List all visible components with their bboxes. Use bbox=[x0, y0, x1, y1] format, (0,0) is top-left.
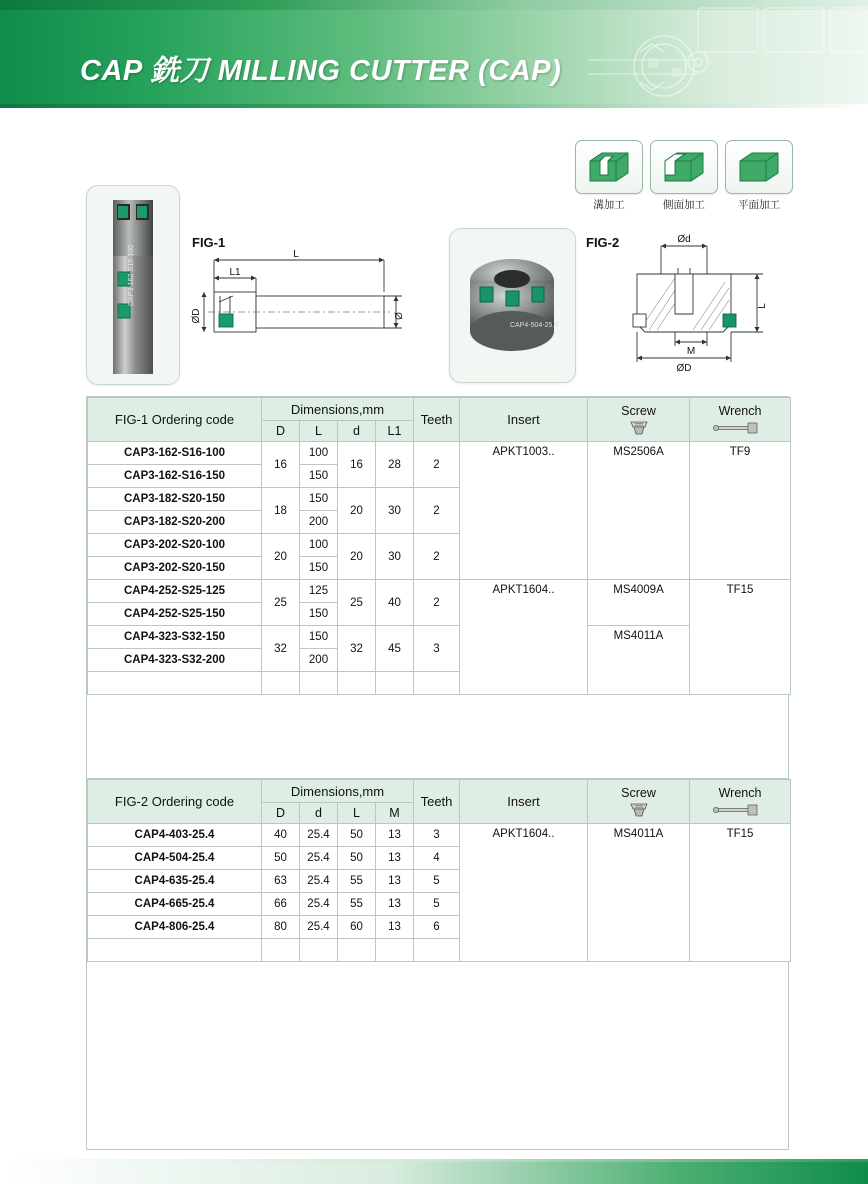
t1-header-teeth: Teeth bbox=[414, 398, 460, 442]
svg-text:M: M bbox=[686, 346, 696, 357]
t1-subheader-L1: L1 bbox=[376, 421, 414, 442]
t1-r2-D: 18 bbox=[262, 488, 300, 534]
t2-screw-group: MS4011A bbox=[588, 824, 690, 962]
wrench-icon bbox=[710, 420, 770, 436]
t2-blank-L bbox=[338, 939, 376, 962]
fig2-label: FIG-2 bbox=[586, 235, 620, 250]
t1-r4-D: 20 bbox=[262, 534, 300, 580]
t2-r2-d: 25.4 bbox=[300, 870, 338, 893]
footer-bar bbox=[0, 1162, 868, 1184]
t2-header-wrench bbox=[690, 780, 791, 824]
t1-insert-group-1: APKT1003.. bbox=[460, 442, 588, 580]
t1-r0-L1: 28 bbox=[376, 442, 414, 488]
fig1-technical-drawing bbox=[190, 248, 430, 360]
t1-r6-D: 25 bbox=[262, 580, 300, 626]
t2-r2-M: 13 bbox=[376, 870, 414, 893]
side-machining-icon bbox=[650, 140, 718, 194]
t2-blank-D bbox=[262, 939, 300, 962]
t1-header-wrench-label: Wrench bbox=[718, 403, 762, 418]
t1-blank-L bbox=[300, 672, 338, 695]
t1-subheader-d: d bbox=[338, 421, 376, 442]
t2-blank-teeth bbox=[414, 939, 460, 962]
t1-r3-L: 200 bbox=[300, 511, 338, 534]
t2-r3-teeth: 5 bbox=[414, 893, 460, 916]
fig2-product-photo bbox=[449, 228, 576, 383]
t2-r3-L: 55 bbox=[338, 893, 376, 916]
t2-r1-D: 50 bbox=[262, 847, 300, 870]
icon-caption-slot: 溝加工 bbox=[593, 199, 625, 211]
t1-r4-d: 20 bbox=[338, 534, 376, 580]
t1-header-screw bbox=[588, 398, 690, 442]
t2-r4-L: 60 bbox=[338, 916, 376, 939]
t2-r1-code: CAP4-504-25.4 bbox=[88, 847, 262, 870]
svg-text:L: L bbox=[293, 249, 299, 260]
t2-subheader-d: d bbox=[300, 803, 338, 824]
t1-r9-code: CAP4-323-S32-200 bbox=[88, 649, 262, 672]
header-bottom-line bbox=[0, 104, 868, 108]
svg-text:L: L bbox=[757, 303, 768, 309]
t1-r6-teeth: 2 bbox=[414, 580, 460, 626]
t2-r0-d: 25.4 bbox=[300, 824, 338, 847]
t1-insert-group-2: APKT1604.. bbox=[460, 580, 588, 695]
t2-r4-d: 25.4 bbox=[300, 916, 338, 939]
t2-header-screw-label: Screw bbox=[621, 785, 656, 800]
t1-blank-code bbox=[88, 672, 262, 695]
t2-r4-D: 80 bbox=[262, 916, 300, 939]
t2-r0-L: 50 bbox=[338, 824, 376, 847]
icon-caption-side: 側面加工 bbox=[663, 199, 705, 211]
t1-r7-code: CAP4-252-S25-150 bbox=[88, 603, 262, 626]
t2-subheader-D: D bbox=[262, 803, 300, 824]
t1-header-code: FIG-1 Ordering code bbox=[88, 398, 262, 442]
svg-text:Ød: Ød bbox=[677, 234, 691, 245]
t1-r6-d: 25 bbox=[338, 580, 376, 626]
t1-r7-L: 150 bbox=[300, 603, 338, 626]
t1-r0-teeth: 2 bbox=[414, 442, 460, 488]
fig1-label: FIG-1 bbox=[192, 235, 226, 250]
t1-subheader-D: D bbox=[262, 421, 300, 442]
table-row[interactable] bbox=[88, 824, 791, 847]
table-row[interactable] bbox=[88, 442, 791, 465]
icon-caption-face: 平面加工 bbox=[738, 199, 780, 211]
t1-r6-L: 125 bbox=[300, 580, 338, 603]
t1-r8-D: 32 bbox=[262, 626, 300, 672]
t1-blank-teeth bbox=[414, 672, 460, 695]
t2-r1-d: 25.4 bbox=[300, 847, 338, 870]
t1-r3-code: CAP3-182-S20-200 bbox=[88, 511, 262, 534]
t2-r0-teeth: 3 bbox=[414, 824, 460, 847]
t2-r3-D: 66 bbox=[262, 893, 300, 916]
t2-blank-code bbox=[88, 939, 262, 962]
t2-header-dimensions: Dimensions,mm bbox=[262, 780, 414, 803]
t1-r2-L1: 30 bbox=[376, 488, 414, 534]
t2-r0-D: 40 bbox=[262, 824, 300, 847]
fig1-product-photo bbox=[86, 185, 180, 385]
t2-header-insert: Insert bbox=[460, 780, 588, 824]
t1-screw-group-2: MS4009A bbox=[588, 580, 690, 626]
t1-header-insert: Insert bbox=[460, 398, 588, 442]
t2-r3-M: 13 bbox=[376, 893, 414, 916]
t1-r5-L: 150 bbox=[300, 557, 338, 580]
screw-icon bbox=[619, 802, 659, 818]
table-row[interactable] bbox=[88, 626, 791, 649]
t1-r8-L: 150 bbox=[300, 626, 338, 649]
t2-r2-D: 63 bbox=[262, 870, 300, 893]
t1-r8-L1: 45 bbox=[376, 626, 414, 672]
t1-blank-d bbox=[338, 672, 376, 695]
t2-wrench-group: TF15 bbox=[690, 824, 791, 962]
t1-r2-teeth: 2 bbox=[414, 488, 460, 534]
t2-r0-code: CAP4-403-25.4 bbox=[88, 824, 262, 847]
t2-r1-M: 13 bbox=[376, 847, 414, 870]
t2-r1-L: 50 bbox=[338, 847, 376, 870]
t2-subheader-L: L bbox=[338, 803, 376, 824]
machining-type-icons bbox=[575, 140, 793, 212]
icon-card-slot bbox=[575, 140, 643, 212]
t2-r4-code: CAP4-806-25.4 bbox=[88, 916, 262, 939]
t2-r2-L: 55 bbox=[338, 870, 376, 893]
t1-subheader-L: L bbox=[300, 421, 338, 442]
t2-subheader-M: M bbox=[376, 803, 414, 824]
svg-text:L1: L1 bbox=[229, 267, 241, 278]
t2-r0-M: 13 bbox=[376, 824, 414, 847]
t1-r4-code: CAP3-202-S20-100 bbox=[88, 534, 262, 557]
icon-card-side bbox=[650, 140, 718, 212]
t1-r6-code: CAP4-252-S25-125 bbox=[88, 580, 262, 603]
t2-blank-M bbox=[376, 939, 414, 962]
t2-r3-d: 25.4 bbox=[300, 893, 338, 916]
t1-r4-teeth: 2 bbox=[414, 534, 460, 580]
t1-r8-teeth: 3 bbox=[414, 626, 460, 672]
t2-header-screw bbox=[588, 780, 690, 824]
icon-card-face bbox=[725, 140, 793, 212]
t1-r8-d: 32 bbox=[338, 626, 376, 672]
t1-header-dimensions: Dimensions,mm bbox=[262, 398, 414, 421]
t1-r4-L: 100 bbox=[300, 534, 338, 557]
t1-r2-d: 20 bbox=[338, 488, 376, 534]
fig1-ordering-table bbox=[87, 397, 791, 695]
t2-insert-group: APKT1604.. bbox=[460, 824, 588, 962]
t1-r0-d: 16 bbox=[338, 442, 376, 488]
t2-r2-code: CAP4-635-25.4 bbox=[88, 870, 262, 893]
t1-r1-code: CAP3-162-S16-150 bbox=[88, 465, 262, 488]
t2-r2-teeth: 5 bbox=[414, 870, 460, 893]
t2-header-teeth: Teeth bbox=[414, 780, 460, 824]
fig1-ordering-table-wrapper bbox=[86, 396, 789, 782]
svg-text:Ø: Ø bbox=[394, 312, 405, 320]
svg-text:CAP3-162-S16-100: CAP3-162-S16-100 bbox=[128, 244, 135, 306]
t2-r1-teeth: 4 bbox=[414, 847, 460, 870]
t1-screw-group-3: MS4011A bbox=[588, 626, 690, 695]
t1-r0-code: CAP3-162-S16-100 bbox=[88, 442, 262, 465]
t1-wrench-group-2: TF15 bbox=[690, 580, 791, 695]
slot-machining-icon bbox=[575, 140, 643, 194]
header-decorative-artwork bbox=[578, 0, 868, 108]
svg-text:CAP4-504-25.4: CAP4-504-25.4 bbox=[510, 322, 559, 329]
table-row[interactable] bbox=[88, 580, 791, 603]
t1-screw-group-1: MS2506A bbox=[588, 442, 690, 580]
t1-header-wrench bbox=[690, 398, 791, 442]
t1-r5-code: CAP3-202-S20-150 bbox=[88, 557, 262, 580]
t1-r9-L: 200 bbox=[300, 649, 338, 672]
t2-blank-d bbox=[300, 939, 338, 962]
t1-r2-L: 150 bbox=[300, 488, 338, 511]
page-header bbox=[0, 0, 868, 108]
wrench-icon bbox=[710, 802, 770, 818]
svg-text:ØD: ØD bbox=[191, 308, 202, 324]
t1-r2-code: CAP3-182-S20-150 bbox=[88, 488, 262, 511]
page-title: CAP 銑刀 MILLING CUTTER (CAP) bbox=[80, 55, 562, 87]
t2-r4-teeth: 6 bbox=[414, 916, 460, 939]
t1-r0-L: 100 bbox=[300, 442, 338, 465]
screw-icon bbox=[619, 420, 659, 436]
t2-header-code: FIG-2 Ordering code bbox=[88, 780, 262, 824]
t1-wrench-group-1: TF9 bbox=[690, 442, 791, 580]
fig2-ordering-table bbox=[87, 779, 791, 962]
fig2-ordering-table-wrapper bbox=[86, 778, 789, 1150]
fig2-technical-drawing bbox=[615, 228, 780, 378]
t1-header-screw-label: Screw bbox=[621, 403, 656, 418]
t1-r4-L1: 30 bbox=[376, 534, 414, 580]
t1-r0-D: 16 bbox=[262, 442, 300, 488]
face-machining-icon bbox=[725, 140, 793, 194]
t1-r1-L: 150 bbox=[300, 465, 338, 488]
t2-r3-code: CAP4-665-25.4 bbox=[88, 893, 262, 916]
t2-r4-M: 13 bbox=[376, 916, 414, 939]
t1-blank-L1 bbox=[376, 672, 414, 695]
t2-header-wrench-label: Wrench bbox=[718, 785, 762, 800]
t1-r8-code: CAP4-323-S32-150 bbox=[88, 626, 262, 649]
svg-text:ØD: ØD bbox=[676, 363, 692, 374]
t1-blank-D bbox=[262, 672, 300, 695]
t1-r6-L1: 40 bbox=[376, 580, 414, 626]
